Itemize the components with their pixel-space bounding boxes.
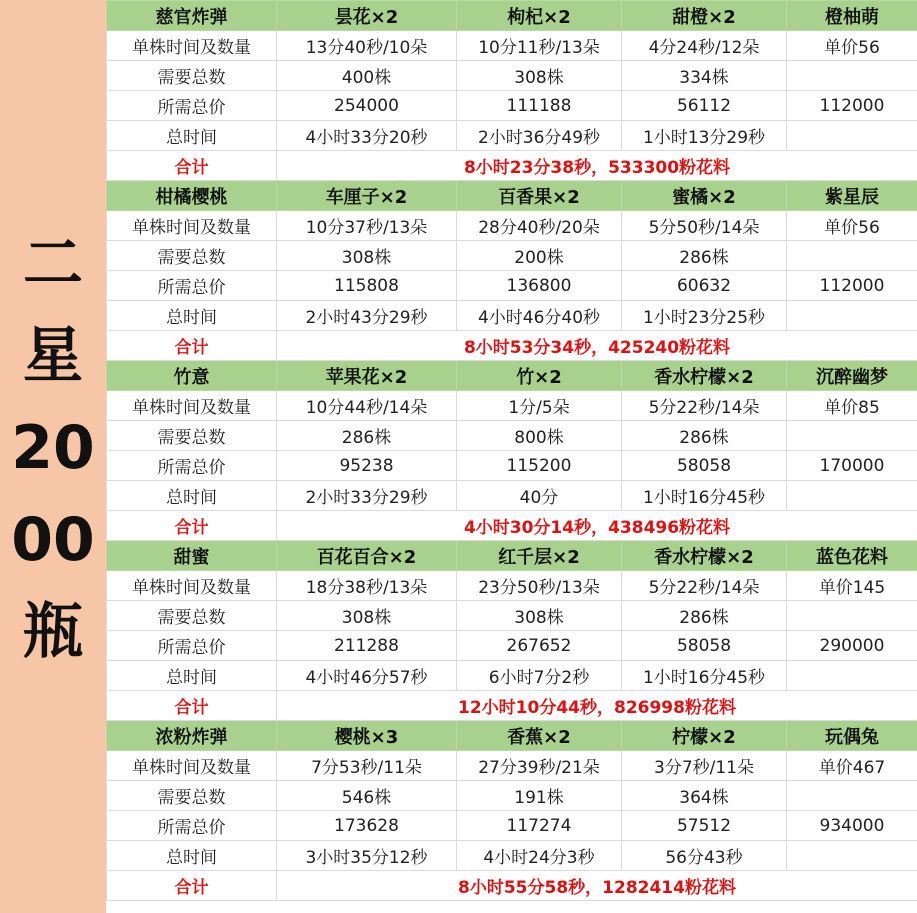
section-header-row (107, 1, 917, 31)
value-cell: 200株 (457, 241, 622, 271)
product-name-cell: 橙柚萌 (787, 1, 917, 31)
total-label-cell: 合计 (107, 691, 277, 721)
section-header-row (107, 721, 917, 751)
value-cell: 3小时35分12秒 (277, 841, 457, 871)
value-cell: 4小时46分57秒 (277, 661, 457, 691)
row-label-cell: 所需总价 (107, 631, 277, 661)
value-cell: 286株 (622, 601, 787, 631)
row-label-cell: 单株时间及数量 (107, 211, 277, 241)
value-cell: 5分22秒/14朵 (622, 571, 787, 601)
value-cell: 286株 (622, 241, 787, 271)
section-header-row (107, 541, 917, 571)
sidebar-title-line: 20 (11, 413, 95, 483)
value-cell (787, 241, 917, 271)
table-row (107, 631, 917, 661)
row-label-cell: 所需总价 (107, 271, 277, 301)
value-cell: 2小时33分29秒 (277, 481, 457, 511)
value-cell: 211288 (277, 631, 457, 661)
table-row (107, 781, 917, 811)
value-cell: 308株 (457, 61, 622, 91)
value-cell: 1小时16分45秒 (622, 661, 787, 691)
value-cell: 934000 (787, 811, 917, 841)
value-cell: 57512 (622, 811, 787, 841)
value-cell: 117274 (457, 811, 622, 841)
total-label-cell: 合计 (107, 151, 277, 181)
value-cell: 2小时36分49秒 (457, 121, 622, 151)
value-cell: 290000 (787, 631, 917, 661)
row-label-cell: 单株时间及数量 (107, 571, 277, 601)
ingredient-cell: 车厘子×2 (277, 181, 457, 211)
value-cell: 6小时7分2秒 (457, 661, 622, 691)
total-value-cell: 8小时53分34秒，425240粉花料 (277, 331, 917, 361)
table-row (107, 241, 917, 271)
table-row (107, 811, 917, 841)
sidebar-panel (0, 0, 106, 913)
row-label-cell: 需要总数 (107, 781, 277, 811)
value-cell (787, 601, 917, 631)
value-cell: 10分11秒/13朵 (457, 31, 622, 61)
row-label-cell: 总时间 (107, 841, 277, 871)
table-row (107, 391, 917, 421)
ingredient-cell: 枸杞×2 (457, 1, 622, 31)
value-cell: 364株 (622, 781, 787, 811)
value-cell: 115200 (457, 451, 622, 481)
value-cell: 267652 (457, 631, 622, 661)
table-row (107, 661, 917, 691)
value-cell (787, 781, 917, 811)
value-cell: 4小时33分20秒 (277, 121, 457, 151)
ingredient-cell: 樱桃×3 (277, 721, 457, 751)
value-cell: 单价467 (787, 751, 917, 781)
table-row (107, 841, 917, 871)
total-row (107, 331, 917, 361)
table-row (107, 61, 917, 91)
value-cell: 3分7秒/11朵 (622, 751, 787, 781)
value-cell: 308株 (277, 601, 457, 631)
table-row (107, 271, 917, 301)
row-label-cell: 总时间 (107, 121, 277, 151)
row-label-cell: 需要总数 (107, 61, 277, 91)
product-name-cell: 沉醉幽梦 (787, 361, 917, 391)
value-cell: 112000 (787, 271, 917, 301)
value-cell: 136800 (457, 271, 622, 301)
ingredient-cell: 昙花×2 (277, 1, 457, 31)
row-label-cell: 总时间 (107, 301, 277, 331)
value-cell: 10分44秒/14朵 (277, 391, 457, 421)
value-cell: 400株 (277, 61, 457, 91)
ingredient-cell: 香水柠檬×2 (622, 541, 787, 571)
recipe-name-cell: 甜蜜 (107, 541, 277, 571)
recipe-table-area (106, 0, 917, 901)
table-row (107, 211, 917, 241)
value-cell: 5分22秒/14朵 (622, 391, 787, 421)
value-cell: 111188 (457, 91, 622, 121)
value-cell: 2小时43分29秒 (277, 301, 457, 331)
value-cell: 40分 (457, 481, 622, 511)
sidebar-title (8, 218, 98, 678)
table-row (107, 121, 917, 151)
ingredient-cell: 红千层×2 (457, 541, 622, 571)
value-cell (787, 121, 917, 151)
value-cell: 10分37秒/13朵 (277, 211, 457, 241)
value-cell: 286株 (622, 421, 787, 451)
recipe-name-cell: 竹意 (107, 361, 277, 391)
value-cell: 1小时16分45秒 (622, 481, 787, 511)
total-label-cell: 合计 (107, 871, 277, 901)
value-cell: 27分39秒/21朵 (457, 751, 622, 781)
ingredient-cell: 蜜橘×2 (622, 181, 787, 211)
value-cell: 1小时13分29秒 (622, 121, 787, 151)
value-cell: 7分53秒/11朵 (277, 751, 457, 781)
value-cell (787, 481, 917, 511)
row-label-cell: 单株时间及数量 (107, 391, 277, 421)
ingredient-cell: 百花百合×2 (277, 541, 457, 571)
value-cell: 5分50秒/14朵 (622, 211, 787, 241)
ingredient-cell: 苹果花×2 (277, 361, 457, 391)
value-cell: 95238 (277, 451, 457, 481)
recipe-name-cell: 慈官炸弹 (107, 1, 277, 31)
value-cell: 13分40秒/10朵 (277, 31, 457, 61)
sidebar-title-line: 00 (11, 505, 95, 575)
value-cell: 170000 (787, 451, 917, 481)
product-name-cell: 紫星辰 (787, 181, 917, 211)
value-cell: 28分40秒/20朵 (457, 211, 622, 241)
row-label-cell: 所需总价 (107, 811, 277, 841)
value-cell: 4小时46分40秒 (457, 301, 622, 331)
value-cell: 1小时23分25秒 (622, 301, 787, 331)
total-value-cell: 4小时30分14秒，438496粉花料 (277, 511, 917, 541)
value-cell: 4小时24分3秒 (457, 841, 622, 871)
table-row (107, 451, 917, 481)
total-label-cell: 合计 (107, 511, 277, 541)
table-row (107, 301, 917, 331)
total-value-cell: 8小时55分58秒，1282414粉花料 (277, 871, 917, 901)
value-cell (787, 841, 917, 871)
row-label-cell: 所需总价 (107, 451, 277, 481)
ingredient-cell: 甜橙×2 (622, 1, 787, 31)
value-cell: 58058 (622, 631, 787, 661)
ingredient-cell: 香蕉×2 (457, 721, 622, 751)
row-label-cell: 需要总数 (107, 241, 277, 271)
total-row (107, 511, 917, 541)
table-row (107, 481, 917, 511)
value-cell: 191株 (457, 781, 622, 811)
table-row (107, 751, 917, 781)
ingredient-cell: 百香果×2 (457, 181, 622, 211)
section-header-row (107, 361, 917, 391)
value-cell: 单价56 (787, 31, 917, 61)
total-label-cell: 合计 (107, 331, 277, 361)
value-cell: 286株 (277, 421, 457, 451)
total-row (107, 151, 917, 181)
value-cell: 546株 (277, 781, 457, 811)
total-row (107, 871, 917, 901)
value-cell: 308株 (277, 241, 457, 271)
row-label-cell: 单株时间及数量 (107, 751, 277, 781)
ingredient-cell: 香水柠檬×2 (622, 361, 787, 391)
value-cell (787, 301, 917, 331)
value-cell: 115808 (277, 271, 457, 301)
total-value-cell: 12小时10分44秒，826998粉花料 (277, 691, 917, 721)
row-label-cell: 总时间 (107, 661, 277, 691)
value-cell (787, 661, 917, 691)
table-row (107, 601, 917, 631)
sidebar-title-line: 瓶 (23, 597, 83, 667)
value-cell: 60632 (622, 271, 787, 301)
total-value-cell: 8小时23分38秒，533300粉花料 (277, 151, 917, 181)
table-row (107, 571, 917, 601)
value-cell: 334株 (622, 61, 787, 91)
table-row (107, 31, 917, 61)
sidebar-title-line: 星 (23, 321, 83, 391)
value-cell (787, 421, 917, 451)
value-cell: 单价145 (787, 571, 917, 601)
value-cell: 56112 (622, 91, 787, 121)
recipe-table-body (107, 1, 917, 901)
sidebar-title-line: 二 (23, 229, 83, 299)
value-cell: 23分50秒/13朵 (457, 571, 622, 601)
product-name-cell: 玩偶兔 (787, 721, 917, 751)
value-cell: 56分43秒 (622, 841, 787, 871)
section-header-row (107, 181, 917, 211)
table-row (107, 91, 917, 121)
row-label-cell: 单株时间及数量 (107, 31, 277, 61)
value-cell: 18分38秒/13朵 (277, 571, 457, 601)
ingredient-cell: 竹×2 (457, 361, 622, 391)
value-cell: 58058 (622, 451, 787, 481)
value-cell: 308株 (457, 601, 622, 631)
recipe-name-cell: 柑橘樱桃 (107, 181, 277, 211)
value-cell: 173628 (277, 811, 457, 841)
table-row (107, 421, 917, 451)
value-cell: 800株 (457, 421, 622, 451)
product-name-cell: 蓝色花料 (787, 541, 917, 571)
row-label-cell: 需要总数 (107, 601, 277, 631)
value-cell (787, 61, 917, 91)
row-label-cell: 所需总价 (107, 91, 277, 121)
value-cell: 254000 (277, 91, 457, 121)
row-label-cell: 需要总数 (107, 421, 277, 451)
ingredient-cell: 柠檬×2 (622, 721, 787, 751)
total-row (107, 691, 917, 721)
value-cell: 单价85 (787, 391, 917, 421)
value-cell: 1分/5朵 (457, 391, 622, 421)
value-cell: 4分24秒/12朵 (622, 31, 787, 61)
recipe-table (106, 0, 917, 901)
value-cell: 112000 (787, 91, 917, 121)
row-label-cell: 总时间 (107, 481, 277, 511)
value-cell: 单价56 (787, 211, 917, 241)
recipe-name-cell: 浓粉炸弹 (107, 721, 277, 751)
